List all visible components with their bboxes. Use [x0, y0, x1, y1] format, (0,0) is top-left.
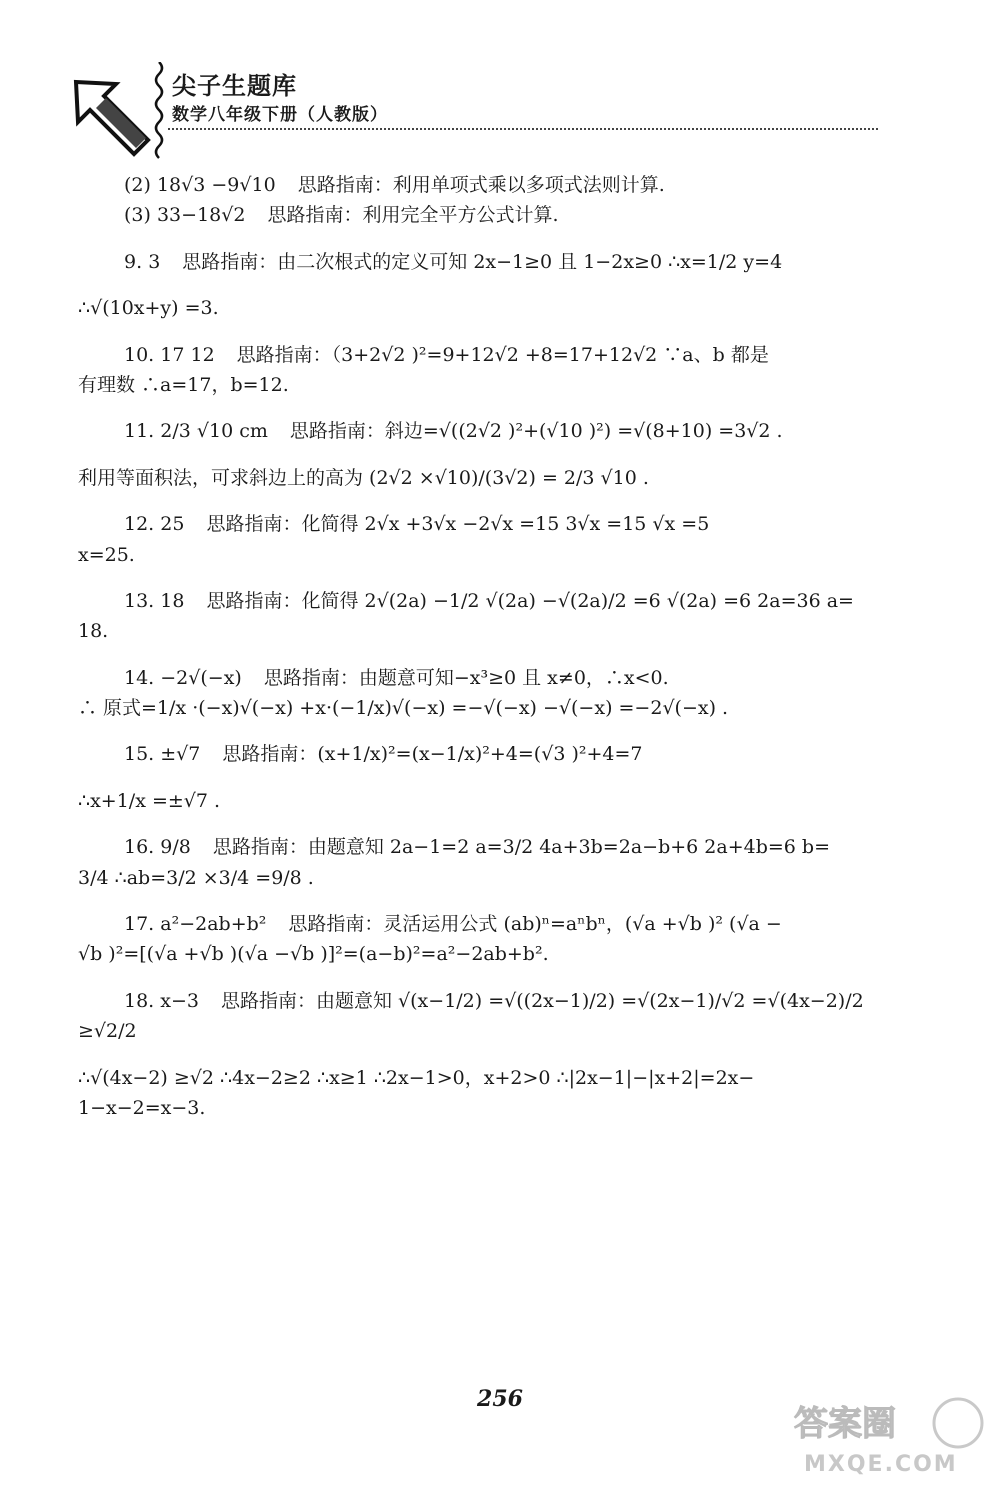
- answer-line: 14. −2√(−x) 思路指南：由题意可知−x³≥0 且 x≠0，∴x<0.: [124, 666, 669, 689]
- squiggle-divider-icon: [152, 62, 166, 162]
- answer-content: [78, 170, 890, 1123]
- answer-line: ∴ 原式=1/x ·(−x)√(−x) +x·(−1/x)√(−x) =−√(−x) −√(−x) =−2√(−x) .: [78, 697, 729, 720]
- watermark-brand: 答案圈: [794, 1404, 896, 1444]
- watermark-site: MXQE.COM: [804, 1452, 958, 1477]
- answer-line: 15. ±√7 思路指南：(x+1/x)²=(x−1/x)²+4=(√3 )²+4=7: [124, 743, 643, 766]
- answer-line: 利用等面积法，可求斜边上的高为 (2√2 ×√10)/(3√2) = 2/3 √10 .: [78, 466, 649, 489]
- answer-line: 18.: [78, 620, 109, 643]
- answer-line: 3/4 ∴ab=3/2 ×3/4 =9/8 .: [78, 866, 314, 889]
- answer-line: 13. 18 思路指南：化简得 2√(2a) −1/2 √(2a) −√(2a)/2 =6 √(2a) =6 2a=36 a=: [124, 589, 854, 612]
- answer-line: 16. 9/8 思路指南：由题意知 2a−1=2 a=3/2 4a+3b=2a−b+6 2a+4b=6 b=: [124, 836, 830, 859]
- answer-circle-watermark: [786, 1395, 986, 1479]
- answer-line: 有理数 ∴a=17，b=12.: [78, 373, 289, 396]
- answer-line: 18. x−3 思路指南：由题意知 √(x−1/2) =√((2x−1)/2) =√(2x−1)/√2 =√(4x−2)/2 ≥√2/2: [78, 989, 864, 1043]
- book-title: 数学八年级下册（人教版）: [172, 105, 388, 125]
- answer-line: x=25.: [78, 543, 135, 566]
- page-header: [72, 62, 892, 162]
- arrow-logo-icon: [72, 76, 152, 158]
- answer-line: 9. 3 思路指南：由二次根式的定义可知 2x−1≥0 且 1−2x≥0 ∴x=1/2 y=4: [124, 250, 783, 273]
- watermark-circle-icon: [934, 1399, 982, 1447]
- header-dotted-rule: [168, 128, 878, 130]
- answer-line: 17. a²−2ab+b² 思路指南：灵活运用公式 (ab)ⁿ=aⁿbⁿ，(√a +√b )² (√a −: [124, 913, 782, 936]
- answer-line: 10. 17 12 思路指南：（3+2√2 )²=9+12√2 +8=17+12√2 ∵a、b 都是: [124, 343, 769, 366]
- answer-line: ∴√(10x+y) =3.: [78, 297, 219, 320]
- page-number: 256: [477, 1386, 523, 1412]
- series-title: 尖子生题库: [172, 72, 297, 100]
- answer-line: (2) 18√3 −9√10 思路指南：利用单项式乘以多项式法则计算.: [124, 174, 665, 196]
- answer-line: (3) 33−18√2 思路指南：利用完全平方公式计算.: [124, 204, 559, 227]
- answer-line: 11. 2/3 √10 cm 思路指南：斜边=√((2√2 )²+(√10 )²) =√(8+10) =3√2 .: [124, 420, 783, 443]
- answer-line: ∴x+1/x =±√7 .: [78, 789, 221, 812]
- answer-line: 12. 25 思路指南：化简得 2√x +3√x −2√x =15 3√x =15 √x =5: [124, 513, 710, 536]
- answer-line: ∴√(4x−2) ≥√2 ∴4x−2≥2 ∴x≥1 ∴2x−1>0，x+2>0 ∴|2x−1|−|x+2|=2x−: [78, 1066, 755, 1089]
- answer-line: √b )²=[(√a +√b )(√a −√b )]²=(a−b)²=a²−2ab+b².: [78, 943, 549, 966]
- answer-line: 1−x−2=x−3.: [78, 1096, 206, 1119]
